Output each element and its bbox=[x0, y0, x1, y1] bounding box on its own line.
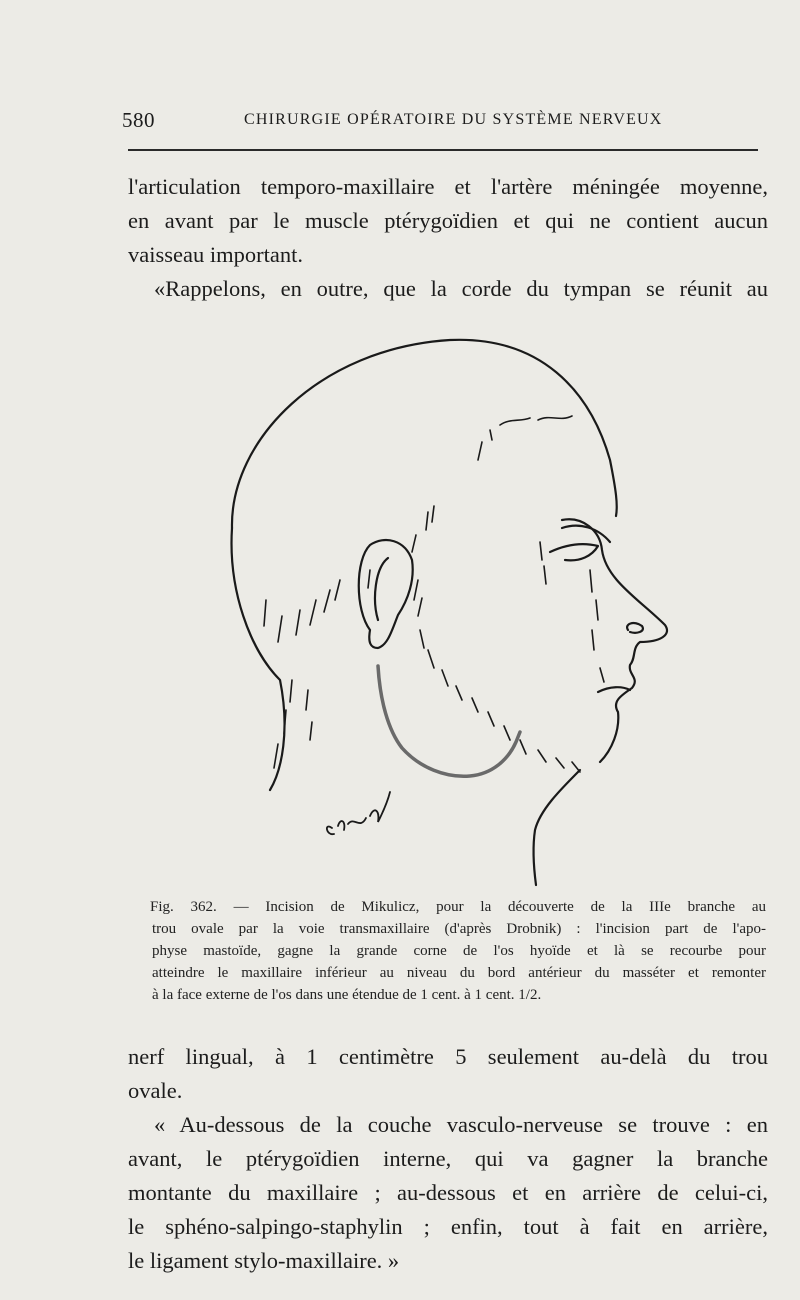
skull-outline bbox=[232, 340, 617, 528]
text-line: montante du maxillaire ; au-dessous et en arrière de celui-ci, bbox=[128, 1180, 768, 1205]
paragraph-top bbox=[128, 170, 768, 306]
eye bbox=[550, 544, 598, 560]
text-line: «Rappelons, en outre, que la corde du tympan se réunit au bbox=[154, 276, 768, 301]
head-profile-drawing bbox=[220, 330, 700, 890]
caption-line: atteindre le maxillaire inférieur au niveau du bord antérieur du masséter et remonter bbox=[152, 965, 766, 981]
text-line: l'articulation temporo-maxillaire et l'artère méningée moyenne, bbox=[128, 174, 768, 199]
face-profile bbox=[562, 519, 667, 762]
eyebrow bbox=[562, 526, 610, 542]
caption-line: trou ovale par la voie transmaxillaire (d'après Drobnik) : l'incision part de l'apo- bbox=[152, 921, 766, 937]
text-line: nerf lingual, à 1 centimètre 5 seulement au-delà du trou bbox=[128, 1044, 768, 1069]
incision-line bbox=[378, 666, 520, 776]
text-line: le ligament stylo-maxillaire. » bbox=[128, 1248, 400, 1273]
caption-line: Fig. 362. — Incision de Mikulicz, pour la découverte de la IIIe branche au bbox=[150, 899, 766, 915]
caption-line: physe mastoïde, gagne la grande corne de l'os hyoïde et là se recourbe pour bbox=[152, 943, 766, 959]
mouth bbox=[598, 687, 630, 692]
page-header bbox=[118, 108, 758, 138]
paragraph-bottom bbox=[128, 1040, 768, 1278]
text-line: ovale. bbox=[128, 1078, 183, 1103]
ear-inner bbox=[375, 558, 388, 620]
artist-signature bbox=[327, 792, 390, 834]
text-line: vaisseau important. bbox=[128, 242, 303, 267]
header-rule bbox=[128, 149, 758, 151]
caption-line: à la face externe de l'os dans une étendue de 1 cent. à 1 cent. 1/2. bbox=[152, 987, 542, 1003]
nostril bbox=[627, 623, 643, 633]
neck-front bbox=[533, 770, 580, 885]
figure-head-profile bbox=[220, 330, 700, 890]
running-title: CHIRURGIE OPÉRATOIRE DU SYSTÈME NERVEUX bbox=[244, 111, 663, 128]
text-line: en avant par le muscle ptérygoïdien et qui ne contient aucun bbox=[128, 208, 768, 233]
ear bbox=[359, 540, 413, 648]
text-line: le sphéno-salpingo-staphylin ; enfin, tout à fait en arrière, bbox=[128, 1214, 768, 1239]
text-line: « Au-dessous de la couche vasculo-nerveuse se trouve : en bbox=[154, 1112, 768, 1137]
text-line: avant, le ptérygoïdien interne, qui va gagner la branche bbox=[128, 1146, 768, 1171]
figure-caption bbox=[150, 896, 766, 1006]
page-number: 580 bbox=[122, 108, 155, 132]
